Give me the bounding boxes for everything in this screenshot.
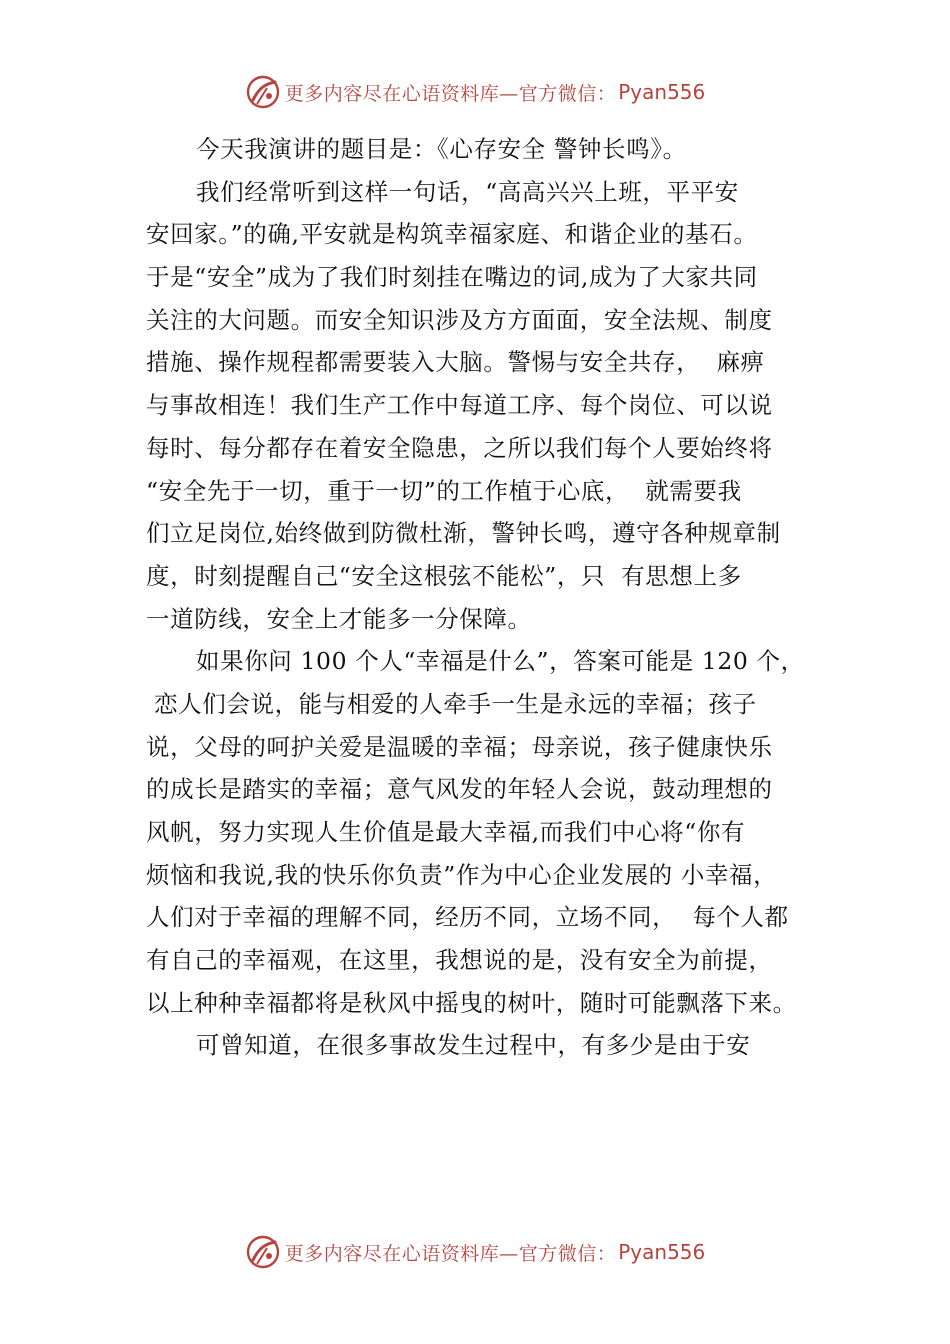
body-text-line: 风帆，努力实现人生价值是最大幸福,而我们中心将“你有 <box>146 818 746 846</box>
body-text-line: 安回家。”的确,平安就是构筑幸福家庭、和谐企业的基石。 <box>146 220 758 249</box>
document-body <box>146 128 846 1067</box>
body-text-line: 今天我演讲的题目是：《心存安全 警钟长鸣》。 <box>196 135 687 163</box>
body-text-line: 我们经常听到这样一句话，“高高兴兴上班，平平安 <box>196 177 739 206</box>
body-text-line: 每时、每分都存在着安全隐患，之所以我们每个人要始终将 <box>146 433 773 462</box>
banner-text: 更多内容尽在心语资料库—官方微信： <box>284 82 617 105</box>
banner-wechat-handle: Pyan556 <box>618 1240 706 1264</box>
body-text-line: 与事故相连！我们生产工作中每道工序、每个岗位、可以说 <box>146 391 773 420</box>
body-text-line: 关注的大问题。而安全知识涉及方方面面，安全法规、制度 <box>146 305 773 334</box>
body-text-line: 可曾知道，在很多事故发生过程中，有多少是由于安 <box>196 1031 751 1060</box>
banner-wechat-handle: Pyan556 <box>618 80 706 104</box>
body-text-line: 度，时刻提醒自己“安全这根弦不能松”，只 有思想上多 <box>146 561 742 590</box>
brand-logo-icon <box>245 74 281 110</box>
body-text-line: “安全先于一切，重于一切”的工作植于心底， 就需要我 <box>146 476 742 505</box>
footer-watermark-banner <box>0 1230 950 1274</box>
body-text-line: 一道防线，安全上才能多一分保障。 <box>146 604 532 633</box>
body-text-line: 于是“安全”成为了我们时刻挂在嘴边的词,成为了大家共同 <box>146 263 758 292</box>
body-text-line: 的成长是踏实的幸福；意气风发的年轻人会说，鼓动理想的 <box>146 775 773 804</box>
body-text-line: 以上种种幸福都将是秋风中摇曳的树叶，随时可能飘落下来。 <box>146 988 797 1017</box>
body-text-line: 有自己的幸福观，在这里，我想说的是，没有安全为前提， <box>146 946 773 975</box>
header-watermark-banner <box>0 70 950 114</box>
brand-logo-icon <box>245 1234 281 1270</box>
body-text-line: 措施、操作规程都需要装入大脑。警惕与安全共存， 麻痹 <box>146 348 765 377</box>
body-text-line: 烦恼和我说,我的快乐你负责”作为中心企业发展的 小幸福， <box>146 860 778 889</box>
body-text-line: 们立足岗位,始终做到防微杜渐，警钟长鸣，遵守各种规章制 <box>146 519 781 548</box>
body-text-line: 人们对于幸福的理解不同，经历不同，立场不同， 每个人都 <box>146 903 789 932</box>
body-text-line: 恋人们会说，能与相爱的人牵手一生是永远的幸福；孩子 <box>146 689 757 718</box>
body-text-line: 如果你问 100 个人“幸福是什么”，答案可能是 120 个， <box>196 647 805 676</box>
banner-text: 更多内容尽在心语资料库—官方微信： <box>284 1242 617 1265</box>
body-text-line: 说，父母的呵护关爱是温暖的幸福；母亲说，孩子健康快乐 <box>146 732 773 761</box>
